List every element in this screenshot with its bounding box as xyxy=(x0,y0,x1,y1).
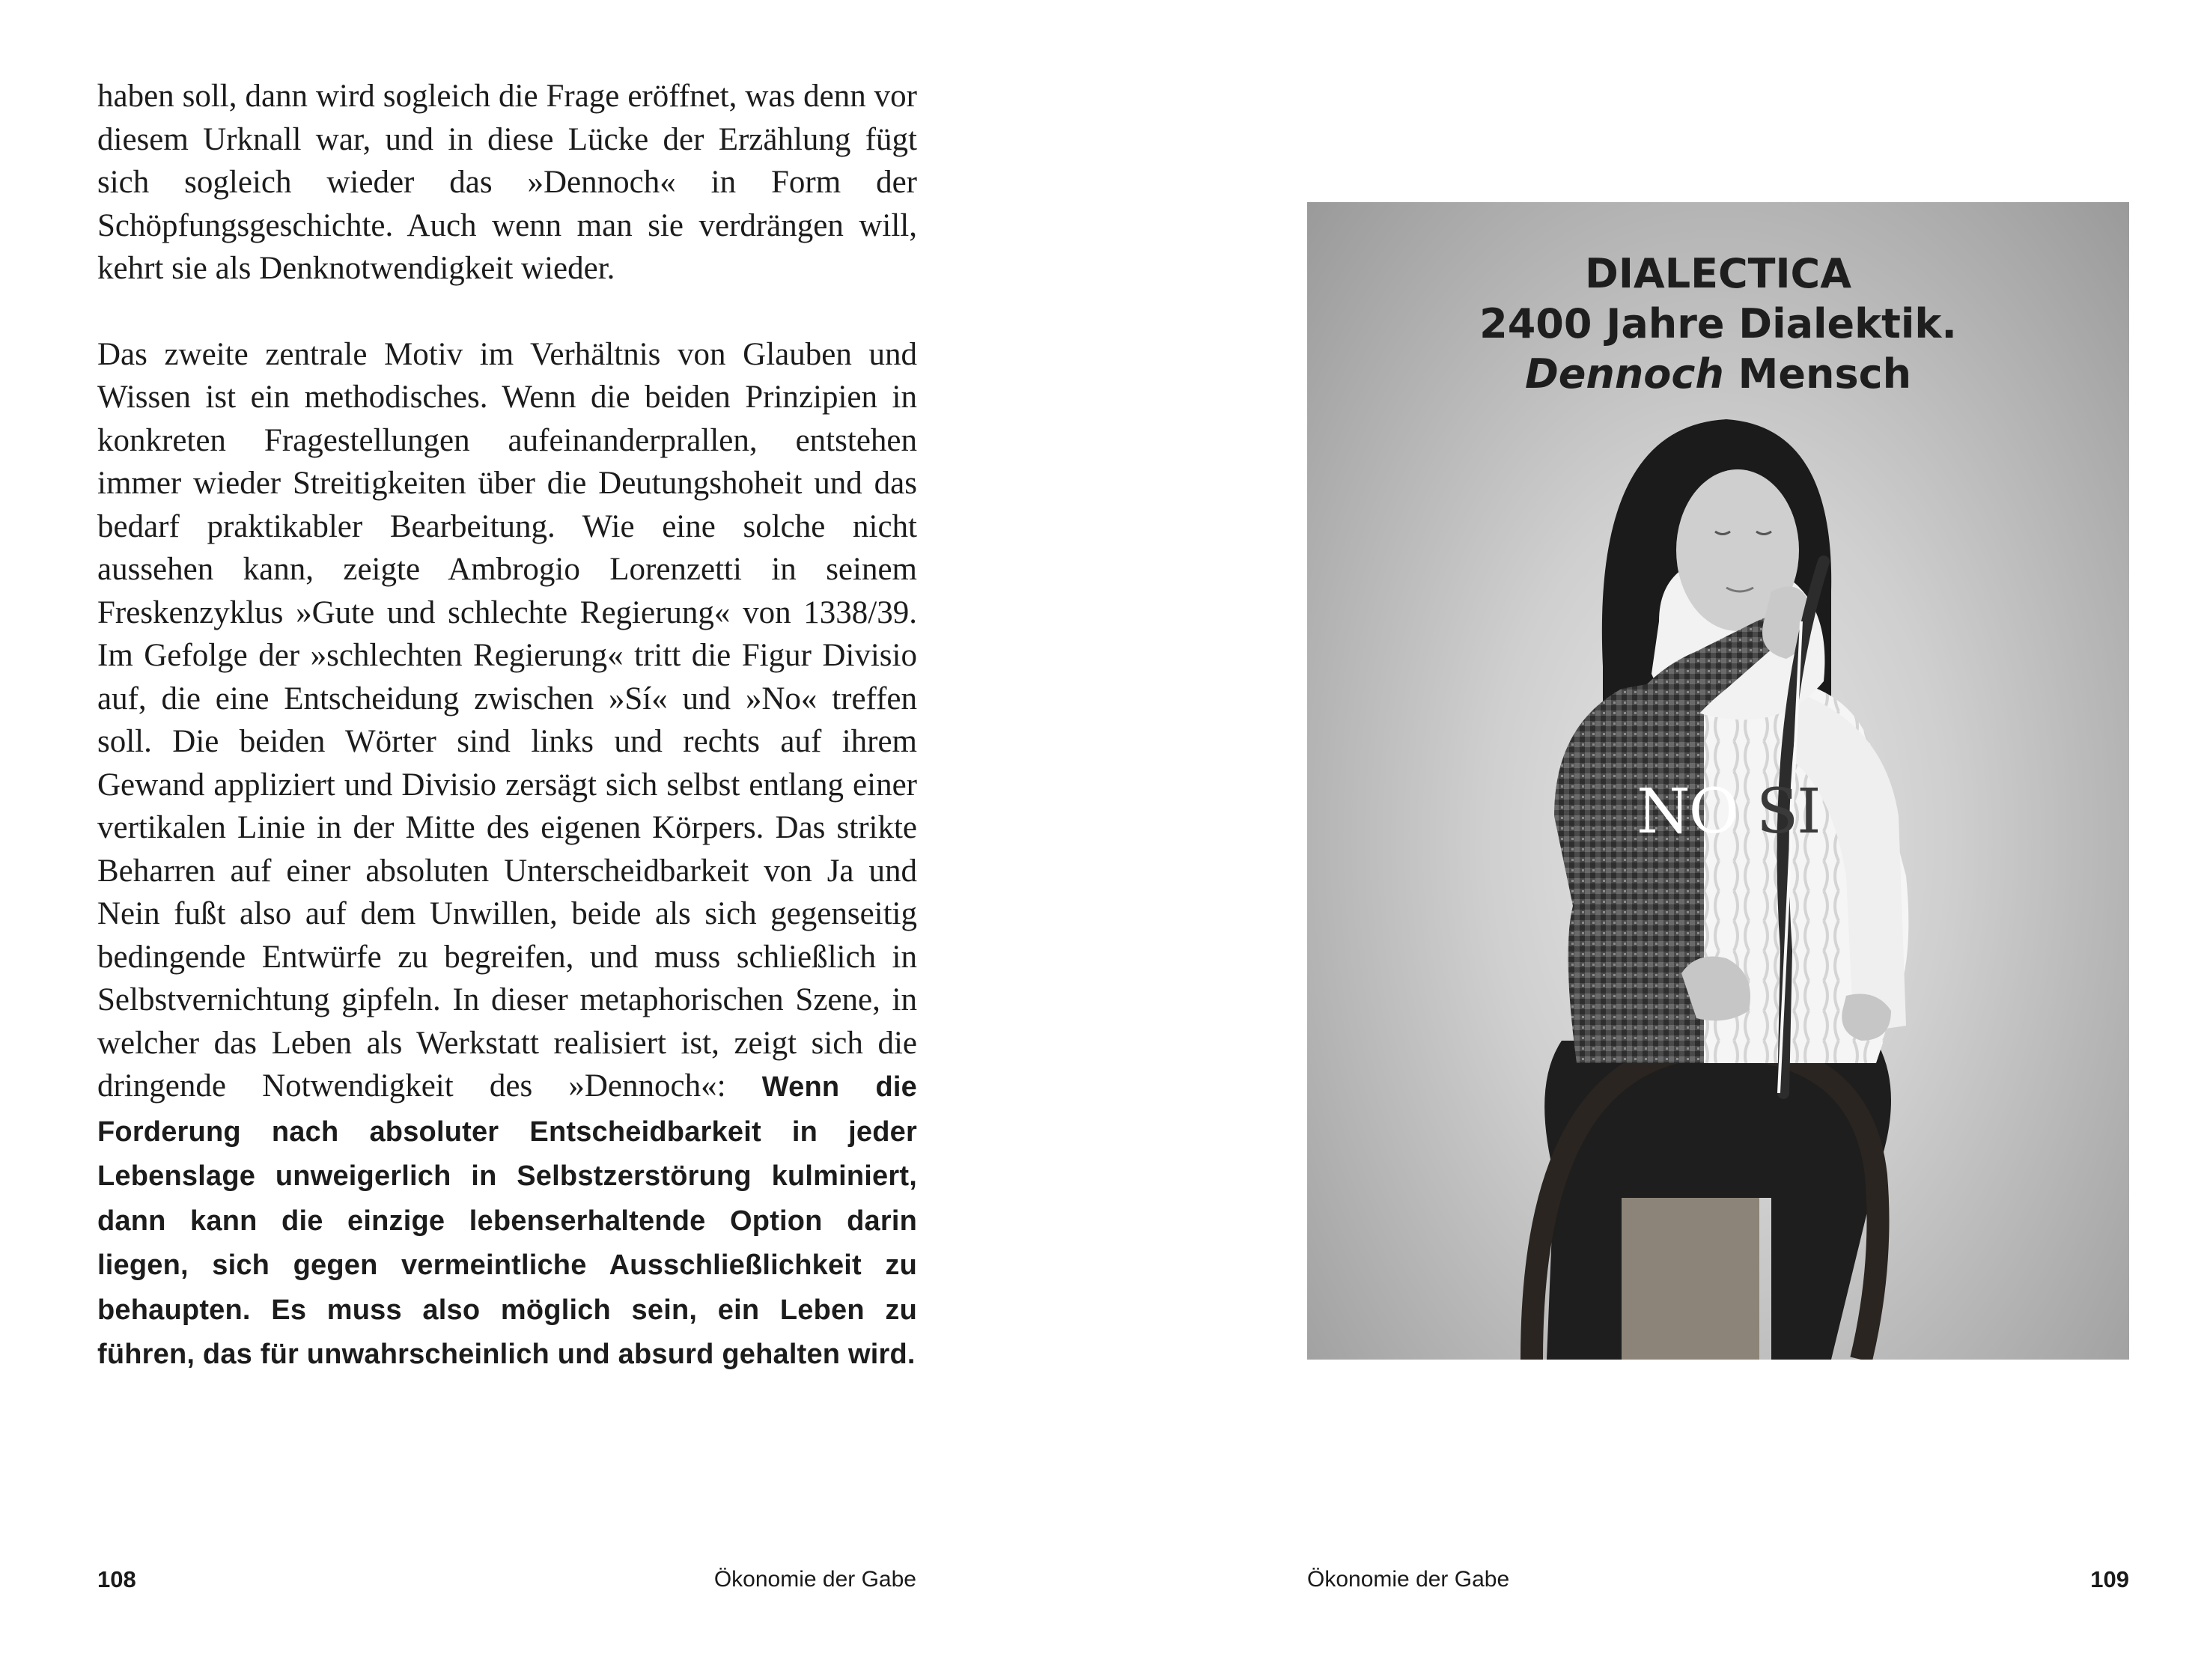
paragraph-2 xyxy=(97,333,917,1377)
paragraph-2-text: Das zweite zentrale Motiv im Verhältnis von Glauben und Wissen ist ein methodisches. Wenn die beiden Prinzipien in konkreten Fragestellungen aufeinanderprallen, entstehen immer wieder Streitigkeiten über die Deutungshoheit und das bedarf praktikabler Bearbeitung. Wie eine solche nicht aussehen kann, zeigte Ambrogio Lorenzetti in seinem Freskenzyklus »Gute und schlechte Regierung« von 1338/39. Im Gefolge der »schlechten Regierung« tritt die Figur Divisio auf, die eine Entscheidung zwischen »Sí« und »No« treffen soll. Die beiden Wörter sind links und rechts auf ihrem Gewand appliziert und Divisio zersägt sich selbst entlang einer vertikalen Linie in der Mitte des eigenen Körpers. Das strikte Beharren auf einer absoluten Unterscheidbarkeit von Ja und Nein fußt also auf dem Unwillen, beide als sich gegenseitig bedingende Entwürfe zu begreifen, und muss schließlich in Selbstvernichtung gipfeln. In dieser metaphorischen Szene, in welcher das Leben als Werkstatt realisiert ist, zeigt sich die dringende Notwendigkeit des »Dennoch«: xyxy=(97,336,917,1104)
poster-tagline-rest: Mensch xyxy=(1723,350,1912,398)
poster-tagline-italic: Dennoch xyxy=(1524,350,1724,398)
body-text xyxy=(97,75,917,1377)
poster-title: DIALECTICA xyxy=(1585,250,1851,297)
poster-subtitle: 2400 Jahre Dialektik. xyxy=(1479,300,1957,347)
paragraph-1-text: haben soll, dann wird sogleich die Frage eröffnet, was denn vor diesem Urknall war, und in diese Lücke der Erzählung fügt sich sogleich wieder das »Dennoch« in Form der Schöpfungsgeschichte. Auch wenn man sie verdrängen will, kehrt sie als Denknotwendigkeit wieder. xyxy=(97,79,917,286)
paragraph-1 xyxy=(97,75,917,290)
right-page xyxy=(1105,0,2210,1680)
running-head-left: Ökonomie der Gabe xyxy=(713,1567,916,1592)
running-head-right: Ökonomie der Gabe xyxy=(1307,1567,1510,1592)
wooden-stump xyxy=(1613,1175,1759,1360)
paragraph-2-emphasis: Wenn die Forderung nach absoluter Entscheidbarkeit in jeder Lebenslage unweigerlich in Selbstzerstörung kulminiert, dann kann die einzige lebenserhaltende Option darin liegen, sich gegen vermeintliche Ausschließlichkeit zu behaupten. Es muss also möglich sein, ein Leben zu führen, das für unwahrscheinlich und absurd gehalten wird. xyxy=(97,1071,917,1370)
word-si: SI xyxy=(1756,776,1820,847)
poster-image xyxy=(1307,202,2129,1360)
page-number-right: 109 xyxy=(2090,1566,2129,1592)
page-number-left: 108 xyxy=(97,1566,136,1592)
word-no: NO xyxy=(1637,776,1738,847)
